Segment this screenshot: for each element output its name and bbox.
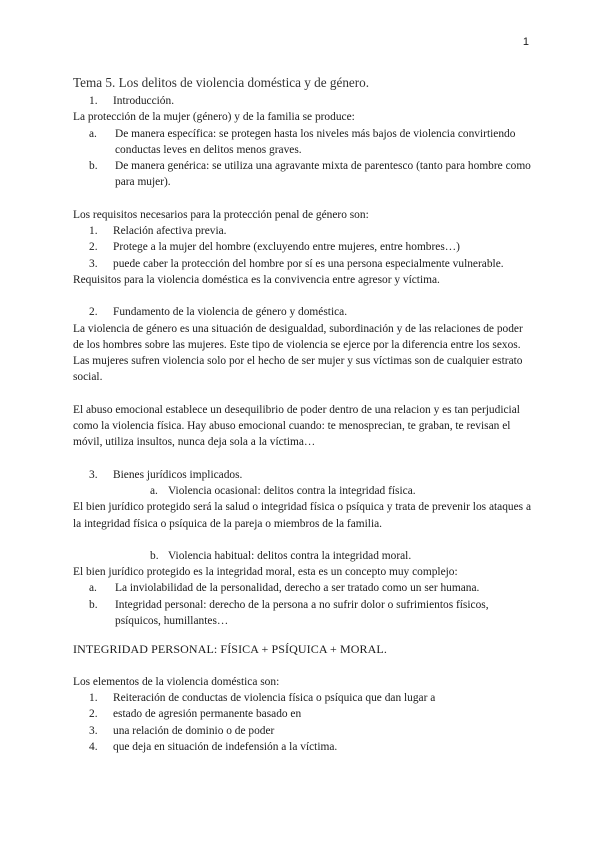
list-item-text: Protege a la mujer del hombre (excluyendo entre mujeres, entre hombres…)	[113, 241, 460, 254]
page-number: 1	[522, 36, 529, 48]
list-marker: b.	[89, 160, 98, 173]
paragraph: Requisitos para la violencia doméstica es la convivencia entre agresor y víctima.	[73, 273, 440, 286]
list-item	[73, 597, 533, 630]
list-marker: a.	[150, 484, 158, 497]
paragraph: Los elementos de la violencia doméstica son:	[73, 675, 280, 688]
list-item	[73, 690, 533, 706]
list-item-text: Reiteración de conductas de violencia física o psíquica que dan lugar a	[113, 691, 436, 704]
list-item	[73, 739, 533, 755]
list-item-text: La inviolabilidad de la personalidad, derecho a ser tratado como un ser humana.	[115, 582, 480, 595]
paragraph: Los requisitos necesarios para la protección penal de género son:	[73, 208, 369, 221]
list-marker: 3.	[89, 724, 98, 737]
section-heading-3	[73, 467, 533, 483]
document-body	[73, 74, 533, 755]
section-heading-text: Fundamento de la violencia de género y doméstica.	[113, 306, 348, 319]
list-marker: 3.	[89, 468, 98, 481]
list-item	[73, 126, 533, 159]
list-item	[73, 223, 533, 239]
list-item	[73, 483, 533, 499]
list-marker: b.	[89, 598, 98, 611]
paragraph: El bien jurídico protegido es la integridad moral, esta es un concepto muy complejo:	[73, 566, 458, 579]
page-title: Tema 5. Los delitos de violencia doméstica y de género.	[73, 75, 370, 90]
section-heading-text: Introducción.	[113, 95, 175, 107]
list-item-text: Violencia habitual: delitos contra la integridad moral.	[168, 549, 412, 562]
list-marker: a.	[89, 127, 97, 140]
paragraph: El abuso emocional establece un desequilibrio de poder dentro de una relacion y es tan perjudicial como la violencia física. Hay abuso emocional cuando: te menosprecian, te graban, te revisan el móvil, utiliza insultos, nunca deja sola a la víctima…	[73, 403, 520, 449]
integridad-summary: INTEGRIDAD PERSONAL: FÍSICA + PSÍQUICA + MORAL.	[73, 642, 387, 657]
paragraph: La violencia de género es una situación de desigualdad, subordinación y de las relaciones de poder de los hombres sobre las mujeres. Este tipo de violencia se ejerce por la diferencia entre los sexos. Las mujeres sufren violencia solo por el hecho de ser mujer y sus víctimas son de cualquier estrato social.	[73, 322, 523, 384]
list-item-text: estado de agresión permanente basado en	[113, 708, 302, 721]
section-heading-2	[73, 304, 533, 320]
list-item	[73, 706, 533, 722]
list-marker: 3.	[89, 257, 98, 270]
list-item-text: puede caber la protección del hombre por sí es una persona especialmente vulnerable.	[113, 257, 504, 270]
list-marker: a.	[89, 582, 97, 595]
list-item	[73, 548, 533, 564]
paragraph: El bien jurídico protegido será la salud o integridad física o psíquica y trata de prevenir los ataques a la integridad física o psíquica de la pareja o miembros de la familia.	[73, 501, 532, 530]
list-marker: 1.	[89, 225, 98, 238]
list-item	[73, 580, 533, 596]
list-marker: 2.	[89, 241, 98, 254]
list-marker: b.	[150, 549, 159, 562]
section-heading-1	[73, 93, 533, 109]
list-item-text: que deja en situación de indefensión a la víctima.	[113, 740, 338, 753]
list-item-text: Relación afectiva previa.	[113, 225, 227, 238]
list-marker: 2.	[89, 708, 98, 721]
list-item-text: Violencia ocasional: delitos contra la integridad física.	[168, 484, 416, 497]
list-marker: 1.	[89, 691, 98, 704]
paragraph: La protección de la mujer (género) y de la familia se produce:	[73, 111, 355, 124]
list-item	[73, 723, 533, 739]
list-marker: 2.	[89, 306, 98, 319]
list-item-text: una relación de dominio o de poder	[113, 724, 275, 737]
list-item	[73, 239, 533, 255]
list-marker: 1.	[89, 95, 98, 107]
section-heading-text: Bienes jurídicos implicados.	[113, 468, 243, 481]
list-item-text: Integridad personal: derecho de la persona a no sufrir dolor o sufrimientos físicos, psíquicos, humillantes…	[115, 598, 489, 628]
list-item	[73, 158, 533, 191]
list-item-text: De manera genérica: se utiliza una agravante mixta de parentesco (tanto para hombre como para mujer).	[115, 160, 531, 189]
list-item	[73, 256, 533, 272]
list-marker: 4.	[89, 740, 98, 753]
list-item-text: De manera específica: se protegen hasta los niveles más bajos de violencia convirtiendo conductas leves en delitos menos graves.	[115, 127, 516, 156]
